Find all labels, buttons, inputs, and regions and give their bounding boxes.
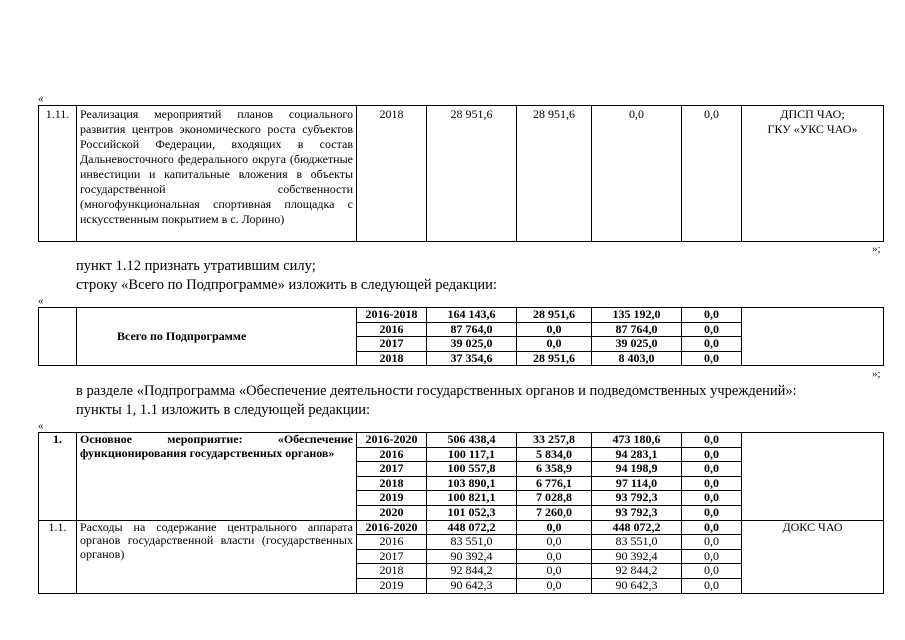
paragraph-item-1-12: пункт 1.12 признать утратившим силу;: [76, 258, 316, 274]
year-cell: 2017: [357, 549, 427, 564]
total-cell: 92 844,2: [427, 564, 517, 579]
total-cell: 39 025,0: [427, 337, 517, 352]
regional-budget-cell: 473 180,6: [592, 433, 682, 448]
total-cell: 100 821,1: [427, 491, 517, 506]
executor-line-1: ДПСП ЧАО;: [780, 107, 845, 121]
year-cell: 2018: [357, 351, 427, 366]
total-cell: 90 642,3: [427, 578, 517, 593]
year-cell: 2016: [357, 447, 427, 462]
year-cell: 2016-2018: [357, 308, 427, 323]
total-cell: 103 890,1: [427, 476, 517, 491]
closing-quote: »;: [872, 243, 881, 255]
opening-quote: «: [38, 420, 44, 432]
regional-budget-cell: 92 844,2: [592, 564, 682, 579]
year-cell: 2018: [357, 106, 427, 242]
total-label: Всего по Подпрограмме: [77, 308, 357, 366]
other-sources-cell: 0,0: [682, 476, 742, 491]
total-cell: 448 072,2: [427, 520, 517, 535]
total-cell: 83 551,0: [427, 535, 517, 550]
paragraph-total-row: строку «Всего по Подпрограмме» изложить в следующей редакции:: [76, 277, 497, 293]
empty-number-cell: [39, 308, 77, 366]
paragraph-section: в разделе «Подпрограмма «Обеспечение деятельности государственных органов и подведомственных учреждений»:: [76, 383, 797, 399]
federal-budget-cell: 0,0: [517, 549, 592, 564]
year-cell: 2017: [357, 462, 427, 477]
regional-budget-cell: 448 072,2: [592, 520, 682, 535]
year-cell: 2019: [357, 578, 427, 593]
total-cell: 101 052,3: [427, 505, 517, 520]
year-cell: 2016: [357, 535, 427, 550]
regional-budget-cell: 0,0: [592, 106, 682, 242]
regional-budget-cell: 90 392,4: [592, 549, 682, 564]
row-number: 1.1.: [39, 520, 77, 593]
federal-budget-cell: 5 834,0: [517, 447, 592, 462]
year-cell: 2018: [357, 564, 427, 579]
other-sources-cell: 0,0: [682, 308, 742, 323]
year-cell: 2018: [357, 476, 427, 491]
empty-executor-cell: [742, 433, 884, 521]
regional-budget-cell: 93 792,3: [592, 491, 682, 506]
other-sources-cell: 0,0: [682, 351, 742, 366]
total-cell: 100 557,8: [427, 462, 517, 477]
other-sources-cell: 0,0: [682, 447, 742, 462]
table-items-1-and-1-1: [38, 432, 884, 594]
regional-budget-cell: 94 198,9: [592, 462, 682, 477]
federal-budget-cell: 0,0: [517, 578, 592, 593]
other-sources-cell: 0,0: [682, 322, 742, 337]
federal-budget-cell: 28 951,6: [517, 351, 592, 366]
year-cell: 2019: [357, 491, 427, 506]
federal-budget-cell: 28 951,6: [517, 308, 592, 323]
other-sources-cell: 0,0: [682, 505, 742, 520]
regional-budget-cell: 90 642,3: [592, 578, 682, 593]
other-sources-cell: 0,0: [682, 337, 742, 352]
federal-budget-cell: 28 951,6: [517, 106, 592, 242]
other-sources-cell: 0,0: [682, 535, 742, 550]
opening-quote: «: [38, 295, 44, 307]
total-cell: 90 392,4: [427, 549, 517, 564]
federal-budget-cell: 0,0: [517, 337, 592, 352]
total-cell: 87 764,0: [427, 322, 517, 337]
federal-budget-cell: 0,0: [517, 322, 592, 337]
federal-budget-cell: 7 028,8: [517, 491, 592, 506]
federal-budget-cell: 0,0: [517, 564, 592, 579]
regional-budget-cell: 39 025,0: [592, 337, 682, 352]
federal-budget-cell: 6 358,9: [517, 462, 592, 477]
executor-cell: ДОКС ЧАО: [742, 520, 884, 593]
regional-budget-cell: 97 114,0: [592, 476, 682, 491]
measure-name: Расходы на содержание центрального аппарата органов государственной власти (государственных органов): [77, 520, 357, 593]
year-cell: 2017: [357, 337, 427, 352]
total-cell: 100 117,1: [427, 447, 517, 462]
other-sources-cell: 0,0: [682, 106, 742, 242]
opening-quote: «: [38, 93, 44, 105]
federal-budget-cell: 7 260,0: [517, 505, 592, 520]
closing-quote: »;: [872, 368, 881, 380]
row-number: 1.11.: [39, 106, 77, 242]
table-subprogram-total: [38, 307, 884, 366]
row-number: 1.: [39, 433, 77, 521]
other-sources-cell: 0,0: [682, 520, 742, 535]
total-cell: 28 951,6: [427, 106, 517, 242]
empty-executor-cell: [742, 308, 884, 366]
measure-name: Реализация мероприятий планов социального развития центров экономического роста субъектов Российской Федерации, входящих в состав Дальневосточного федерального округа (бюджетные инвестиции и капитальные вложения в объекты государственной собственности (многофункциональная спортивная площадка с искусственным покрытием в с. Лорино): [77, 106, 357, 242]
other-sources-cell: 0,0: [682, 564, 742, 579]
other-sources-cell: 0,0: [682, 549, 742, 564]
year-cell: 2016-2020: [357, 520, 427, 535]
year-cell: 2016-2020: [357, 433, 427, 448]
total-cell: 506 438,4: [427, 433, 517, 448]
regional-budget-cell: 94 283,1: [592, 447, 682, 462]
regional-budget-cell: 8 403,0: [592, 351, 682, 366]
executor-cell: [742, 106, 884, 242]
regional-budget-cell: 135 192,0: [592, 308, 682, 323]
federal-budget-cell: 33 257,8: [517, 433, 592, 448]
regional-budget-cell: 87 764,0: [592, 322, 682, 337]
federal-budget-cell: 0,0: [517, 520, 592, 535]
table-item-1-11: [38, 105, 884, 242]
regional-budget-cell: 83 551,0: [592, 535, 682, 550]
other-sources-cell: 0,0: [682, 462, 742, 477]
paragraph-items-1-1-1: пункты 1, 1.1 изложить в следующей редакции:: [76, 402, 371, 418]
other-sources-cell: 0,0: [682, 433, 742, 448]
total-cell: 37 354,6: [427, 351, 517, 366]
federal-budget-cell: 0,0: [517, 535, 592, 550]
other-sources-cell: 0,0: [682, 578, 742, 593]
year-cell: 2020: [357, 505, 427, 520]
measure-name: Основное мероприятие: «Обеспечение функционирования государственных органов»: [77, 433, 357, 521]
other-sources-cell: 0,0: [682, 491, 742, 506]
year-cell: 2016: [357, 322, 427, 337]
total-cell: 164 143,6: [427, 308, 517, 323]
federal-budget-cell: 6 776,1: [517, 476, 592, 491]
regional-budget-cell: 93 792,3: [592, 505, 682, 520]
executor-line-2: ГКУ «УКС ЧАО»: [767, 122, 858, 136]
